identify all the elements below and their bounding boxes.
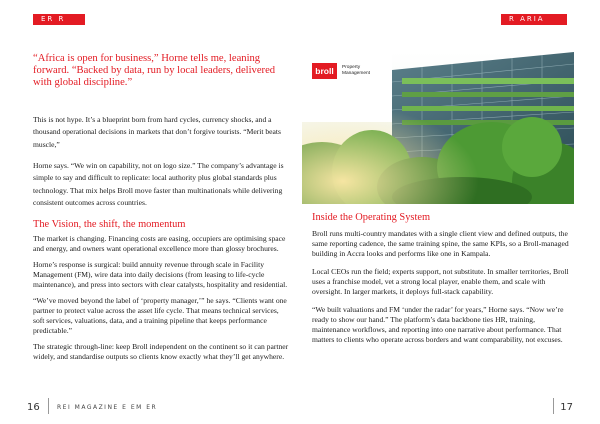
magazine-footer: REI MAGAZINE E EM ER — [57, 404, 158, 411]
section-tag-left: ER R — [33, 14, 85, 25]
pull-quote: “Africa is open for business,” Horne tells me, leaning forward. “Backed by data, run by local leaders, delivered with global discipline.” — [33, 53, 276, 89]
broll-logo — [312, 63, 380, 79]
footer-divider-left — [48, 398, 49, 414]
left-heading: The Vision, the shift, the momentum — [33, 218, 186, 230]
logo-mark: broll — [312, 63, 337, 79]
building-photo — [302, 52, 574, 204]
page-number-left: 16 — [27, 402, 40, 413]
footer-divider-right — [553, 398, 554, 414]
left-column — [33, 53, 291, 368]
right-heading: Inside the Operating System — [312, 212, 431, 223]
section-tag-right: R ARIA — [501, 14, 567, 25]
left-paragraph: The strategic through-line: keep Broll independent on the continent so it can partner widely, and standardise outputs so clients know exactly what they’ll get anywhere. — [33, 341, 289, 361]
left-paragraph: “We’ve moved beyond the label of ‘property manager,’” he says. “Clients want one partner to protect value across the asset life cycle. That means technical services, soft services, valuations, data, and a training pipeline that keeps performance predictable.” — [33, 295, 287, 335]
right-paragraph: Broll runs multi-country mandates with a single client view and defined outputs, the same reporting cadence, the same training spine, the same KPIs, so a Broll-managed building in Accra looks and performs like one in Kampala. — [312, 229, 569, 258]
right-column — [312, 212, 574, 351]
left-paragraph: Horne’s response is surgical: build annuity revenue through scale in Facility Management (FM), wire data into daily decisions (from leasing to life-cycle maintenance), and press into sectors with clear catalysts, hospitality and residential. — [33, 259, 288, 289]
right-paragraph: Local CEOs run the field; experts support, not substitute. In smaller territories, Broll uses a franchise model, vet a strong local player, enable them, and scale with oversight. In larger markets, it deploys full-stack capability. — [312, 267, 569, 296]
left-paragraph: The market is changing. Financing costs are easing, occupiers are optimising space and energy, and owners want operational excellence more than glossy brochures. — [33, 233, 286, 253]
left-paragraph: This is not hype. It’s a blueprint born from hard cycles, currency shocks, and a thousand operational decisions in markets that don’t forgive tourists. “Merit beats muscle,” — [33, 114, 281, 149]
right-paragraph: “We built valuations and FM ‘under the radar’ for years,” Horne says. “Now we’re ready to show our hand.” The platform’s data backbone ties HR, training, maintenance workflows, and reporting into one narrative about performance. That matters to clients who operate across borders and want comparability, not excuses. — [312, 305, 564, 344]
page-number-right: 17 — [560, 402, 573, 413]
left-paragraph: Horne says. “We win on capability, not on logo size.” The company’s advantage is simple to say and difficult to replicate: local authority plus global standards plus technology. That mix helps Broll move faster than multinationals while delivering consistent outcomes across countries. — [33, 161, 284, 207]
logo-text: Property Management — [342, 65, 370, 76]
